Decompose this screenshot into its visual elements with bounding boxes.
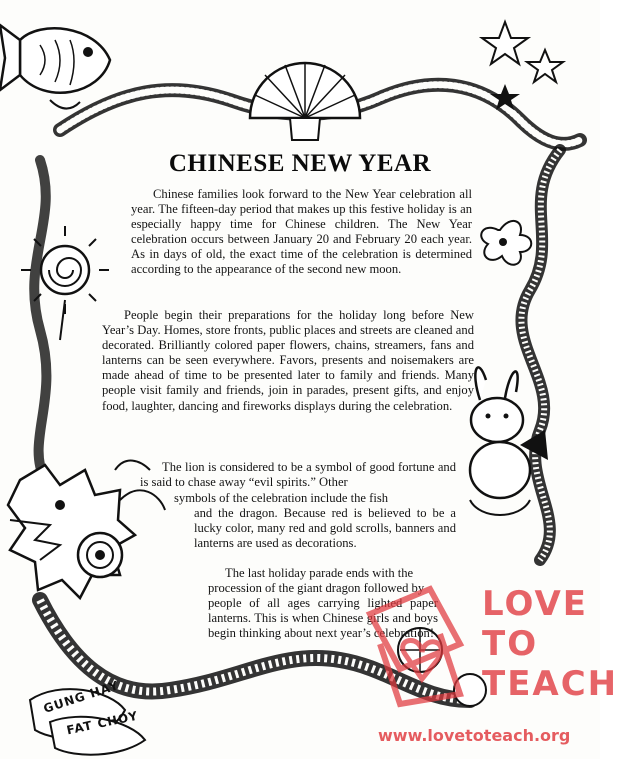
banner-line-2: FAT CHOY (65, 708, 140, 738)
fish-icon (0, 25, 110, 109)
banner-line-1: GUNG HAY (41, 678, 121, 716)
watermark-word-love: LOVE (482, 584, 588, 624)
page-title: CHINESE NEW YEAR (168, 150, 432, 177)
paragraph-4-rest: people of all ages carrying lighted paper lanterns. This is when Chinese girls and boys begin thinking about next year’s celebration! (208, 596, 438, 641)
fan-icon (250, 62, 360, 140)
watermark-word-teach: TEACH (482, 664, 618, 704)
watermark (360, 580, 618, 750)
left-ribbon (34, 160, 46, 480)
watermark-word-to: TO (482, 624, 539, 664)
paragraph-3-rest: and the dragon. Because red is believed to be a lucky color, many red and gold scrolls, banners and lanterns are used as decorations. (194, 506, 456, 551)
paragraph-4-line-2: procession of the giant dragon followed by (208, 581, 425, 595)
flower-icon (481, 221, 531, 265)
paragraph-4-line-1: The last holiday parade ends with the (225, 566, 414, 580)
paragraph-1: Chinese families look forward to the New Year celebration all year. The fifteen-day period that makes up this festive holiday is an especially happy time for Chinese children. The New Year celebration occurs between January 20 and February 20 each year. As in days of old, the exact time of the celebration is determined according to the appearance of the second new moon. (131, 187, 472, 277)
paragraph-3-line-2: symbols of the celebration include the fish (174, 491, 389, 505)
paragraph-3-line-1: The lion is considered to be a symbol of good fortune and is said to chase away “evil spirits.” Other (140, 460, 456, 490)
paragraph-2: People begin their preparations for the holiday long before New Year’s Day. Homes, store fronts, public places and streets are cleaned and decorated. Brilliantly colored paper flowers, chains, streamers, fans and lanterns can be seen everywhere. Favors, presents and noisemakers are made ahead of time to be presented later to family and friends. Many people visit family and friends, join in parades, present gifts, and enjoy food, laughter, dancing and fireworks displays during the celebration. (102, 308, 474, 413)
watermark-logo-icon (360, 584, 470, 714)
watermark-url[interactable]: www.lovetoteach.org (378, 726, 571, 745)
